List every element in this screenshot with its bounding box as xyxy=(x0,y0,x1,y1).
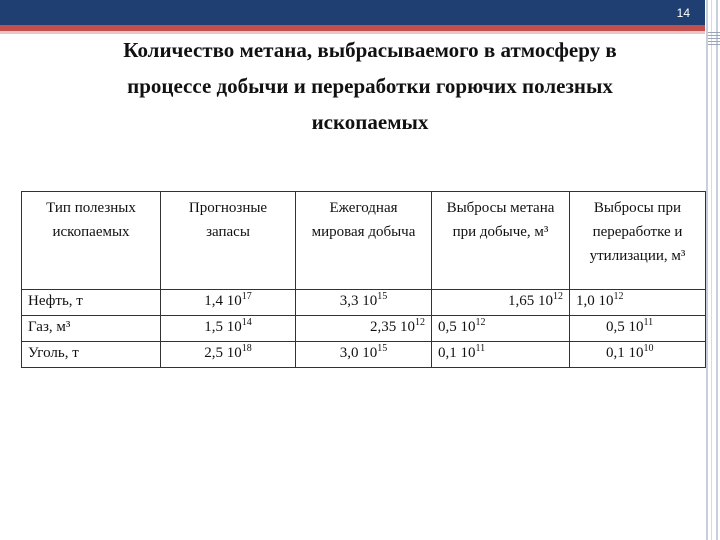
decorative-vertical-line xyxy=(716,0,718,540)
cell-value: 1,5 10 xyxy=(204,319,242,335)
cell-emissions-processing xyxy=(570,342,706,368)
cell-value: 2,35 10 xyxy=(370,319,415,335)
cell-exponent: 10 xyxy=(643,343,654,354)
cell-exponent: 17 xyxy=(241,291,252,302)
cell-type: Уголь, т xyxy=(22,342,161,368)
cell-exponent: 11 xyxy=(643,317,654,328)
cell-type: Нефть, т xyxy=(22,290,161,316)
slide-title: Количество метана, выбрасываемого в атмосферу в процессе добычи и переработки горючих полезных ископаемых xyxy=(123,38,617,134)
cell-production xyxy=(296,290,432,316)
decorative-hatch xyxy=(708,32,720,46)
decorative-vertical-line xyxy=(706,0,708,540)
decorative-vertical-line xyxy=(711,0,712,540)
cell-reserves xyxy=(161,316,296,342)
table-row xyxy=(22,316,706,342)
cell-value: 0,5 10 xyxy=(606,319,644,335)
cell-exponent: 14 xyxy=(241,317,252,328)
cell-value: 0,1 10 xyxy=(438,345,476,361)
header-cell-reserves: Прогнозные запасы xyxy=(161,192,296,290)
cell-value: 0,5 10 xyxy=(438,319,476,335)
cell-emissions-extraction xyxy=(432,290,570,316)
cell-exponent: 12 xyxy=(553,291,563,302)
header-cell-production: Ежегодная мировая добыча xyxy=(296,192,432,290)
cell-value: 1,65 10 xyxy=(508,293,553,309)
table-row xyxy=(22,342,706,368)
cell-value: 1,0 10 xyxy=(576,293,614,309)
cell-production xyxy=(296,342,432,368)
methane-emissions-table xyxy=(21,191,706,368)
cell-emissions-processing xyxy=(570,316,706,342)
cell-exponent: 12 xyxy=(613,291,624,302)
cell-exponent: 18 xyxy=(241,343,252,354)
cell-value: 1,4 10 xyxy=(204,293,242,309)
cell-value: 0,1 10 xyxy=(606,345,644,361)
cell-emissions-extraction xyxy=(432,316,570,342)
cell-emissions-processing xyxy=(570,290,706,316)
table-row xyxy=(22,290,706,316)
cell-value: 2,5 10 xyxy=(204,345,242,361)
cell-reserves xyxy=(161,342,296,368)
cell-exponent: 11 xyxy=(475,343,486,354)
cell-value: 3,0 10 xyxy=(339,345,378,361)
page-number: 14 xyxy=(676,6,690,20)
cell-exponent: 12 xyxy=(415,317,425,328)
cell-value: 3,3 10 xyxy=(339,293,378,309)
cell-reserves xyxy=(161,290,296,316)
cell-exponent: 12 xyxy=(475,317,486,328)
cell-emissions-extraction xyxy=(432,342,570,368)
header-cell-type: Тип полезных ископаемых xyxy=(22,192,161,290)
table-header-row xyxy=(22,192,706,290)
cell-exponent: 15 xyxy=(377,291,388,302)
cell-exponent: 15 xyxy=(377,343,388,354)
cell-production xyxy=(296,316,432,342)
header-band xyxy=(0,0,705,25)
header-cell-emissions-processing: Выбросы при переработке и утилизации, м³ xyxy=(570,192,706,290)
header-cell-emissions-extraction: Выбросы метана при добыче, м³ xyxy=(432,192,570,290)
cell-type: Газ, м³ xyxy=(22,316,161,342)
